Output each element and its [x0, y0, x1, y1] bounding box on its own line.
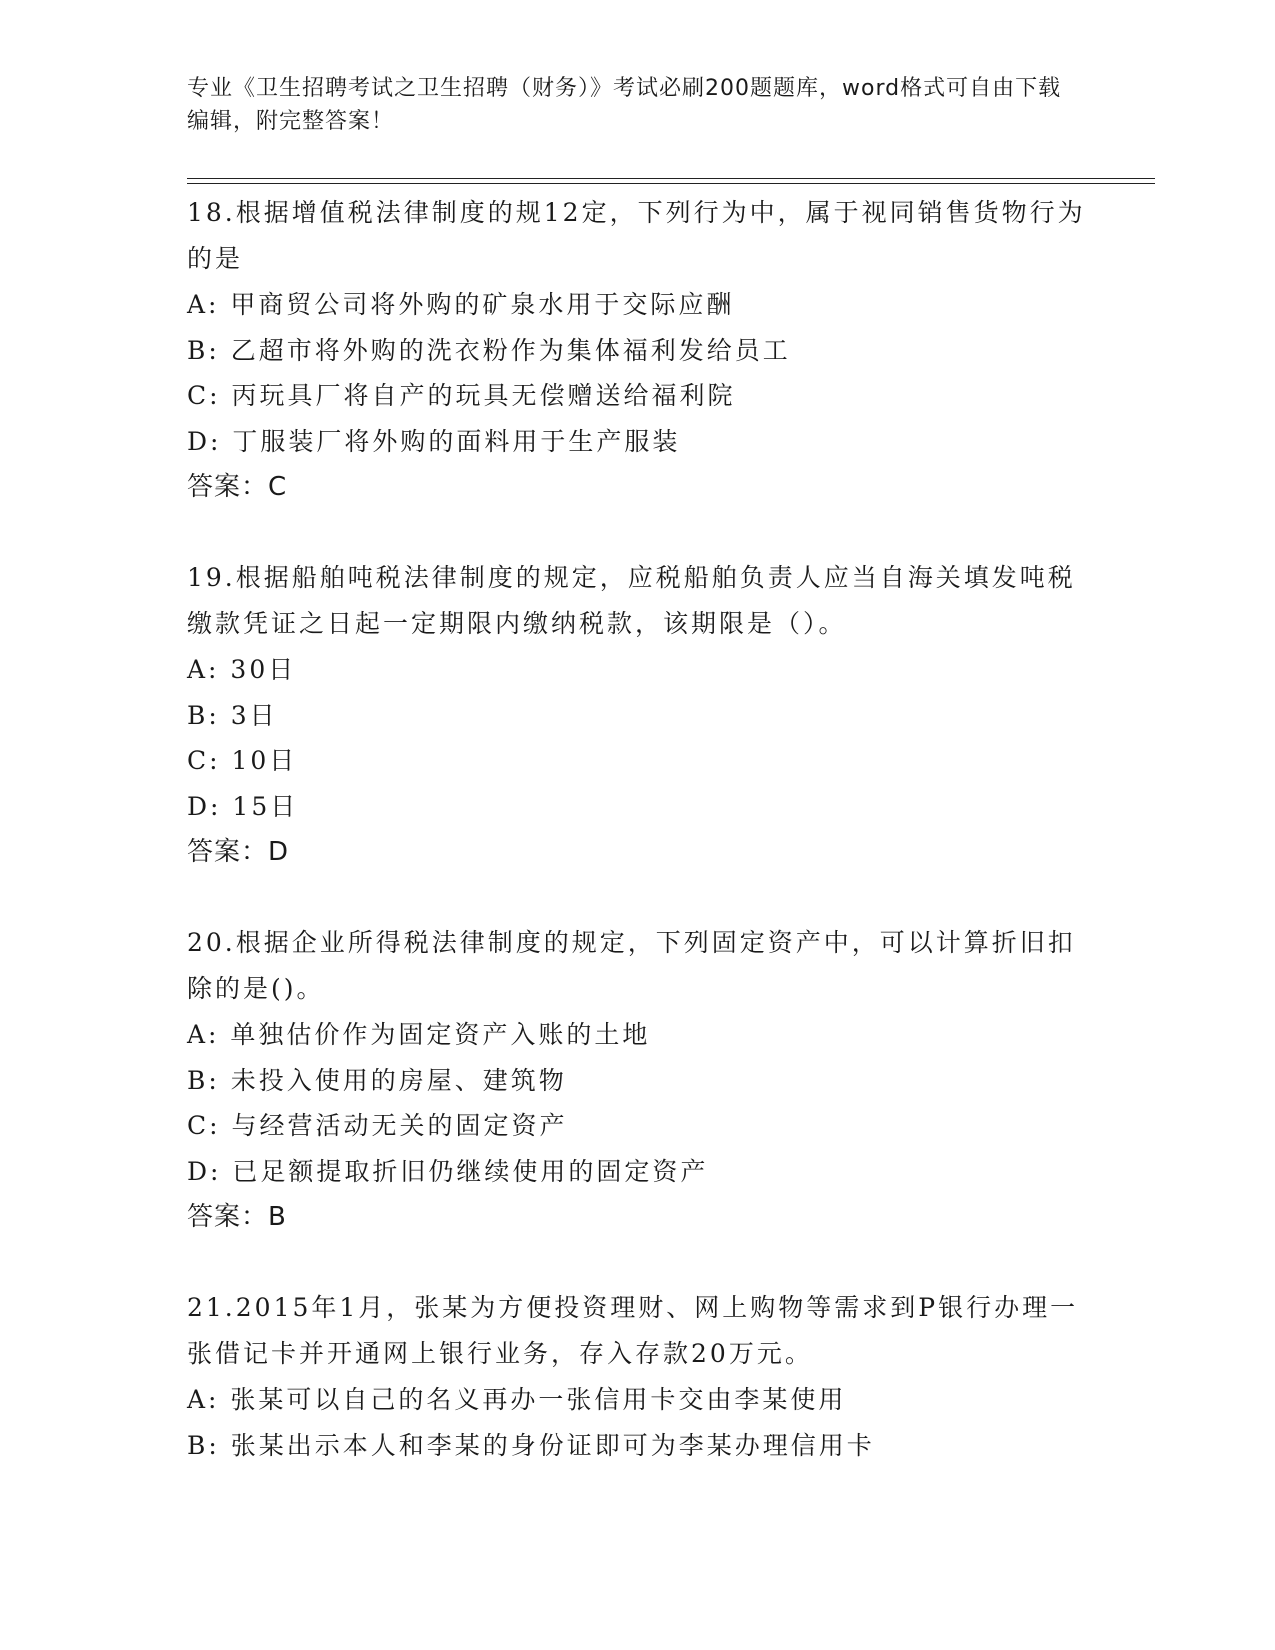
- header-divider-bottom: [187, 183, 1155, 184]
- answer: 答案：C: [187, 472, 288, 502]
- question-text: 18.根据增值税法律制度的规12定，下列行为中，属于视同销售货物行为的是: [187, 198, 1086, 273]
- option-c: C: 10日: [187, 746, 298, 775]
- option-d: D: 已足额提取折旧仍继续使用的固定资产: [187, 1156, 709, 1186]
- question-20: [187, 920, 1087, 1240]
- question-list: [187, 190, 1087, 1513]
- option-b: B: 张某出示本人和李某的身份证即可为李某办理信用卡: [187, 1430, 875, 1460]
- option-d: D: 15日: [187, 791, 299, 821]
- document-header: 专业《卫生招聘考试之卫生招聘（财务）》考试必刷200题题库，word格式可自由下载编辑，附完整答案！: [187, 76, 1062, 134]
- option-a: A: 30日: [187, 655, 297, 684]
- option-a: A: 单独估价作为固定资产入账的土地: [187, 1020, 651, 1049]
- answer: 答案：D: [187, 837, 290, 867]
- question-19: [187, 555, 1087, 875]
- option-a: A: 张某可以自己的名义再办一张信用卡交由李某使用: [187, 1385, 847, 1414]
- option-d: D: 丁服装厂将外购的面料用于生产服装: [187, 426, 681, 456]
- option-c: C: 与经营活动无关的固定资产: [187, 1111, 568, 1140]
- option-c: C: 丙玩具厂将自产的玩具无偿赠送给福利院: [187, 381, 736, 410]
- question-18: [187, 190, 1087, 510]
- answer: 答案：B: [187, 1202, 287, 1232]
- question-21: [187, 1285, 1087, 1468]
- option-b: B: 3日: [187, 700, 278, 730]
- header-divider-top: [187, 178, 1155, 179]
- option-b: B: 未投入使用的房屋、建筑物: [187, 1065, 567, 1095]
- question-text: 21.2015年1月，张某为方便投资理财、网上购物等需求到P银行办理一张借记卡并开通网上银行业务，存入存款20万元。: [187, 1293, 1079, 1368]
- option-b: B: 乙超市将外购的洗衣粉作为集体福利发给员工: [187, 335, 791, 365]
- question-text: 20.根据企业所得税法律制度的规定，下列固定资产中，可以计算折旧扣除的是()。: [187, 928, 1076, 1003]
- question-text: 19.根据船舶吨税法律制度的规定，应税船舶负责人应当自海关填发吨税缴款凭证之日起一定期限内缴纳税款，该期限是（）。: [187, 563, 1076, 638]
- option-a: A: 甲商贸公司将外购的矿泉水用于交际应酬: [187, 290, 735, 319]
